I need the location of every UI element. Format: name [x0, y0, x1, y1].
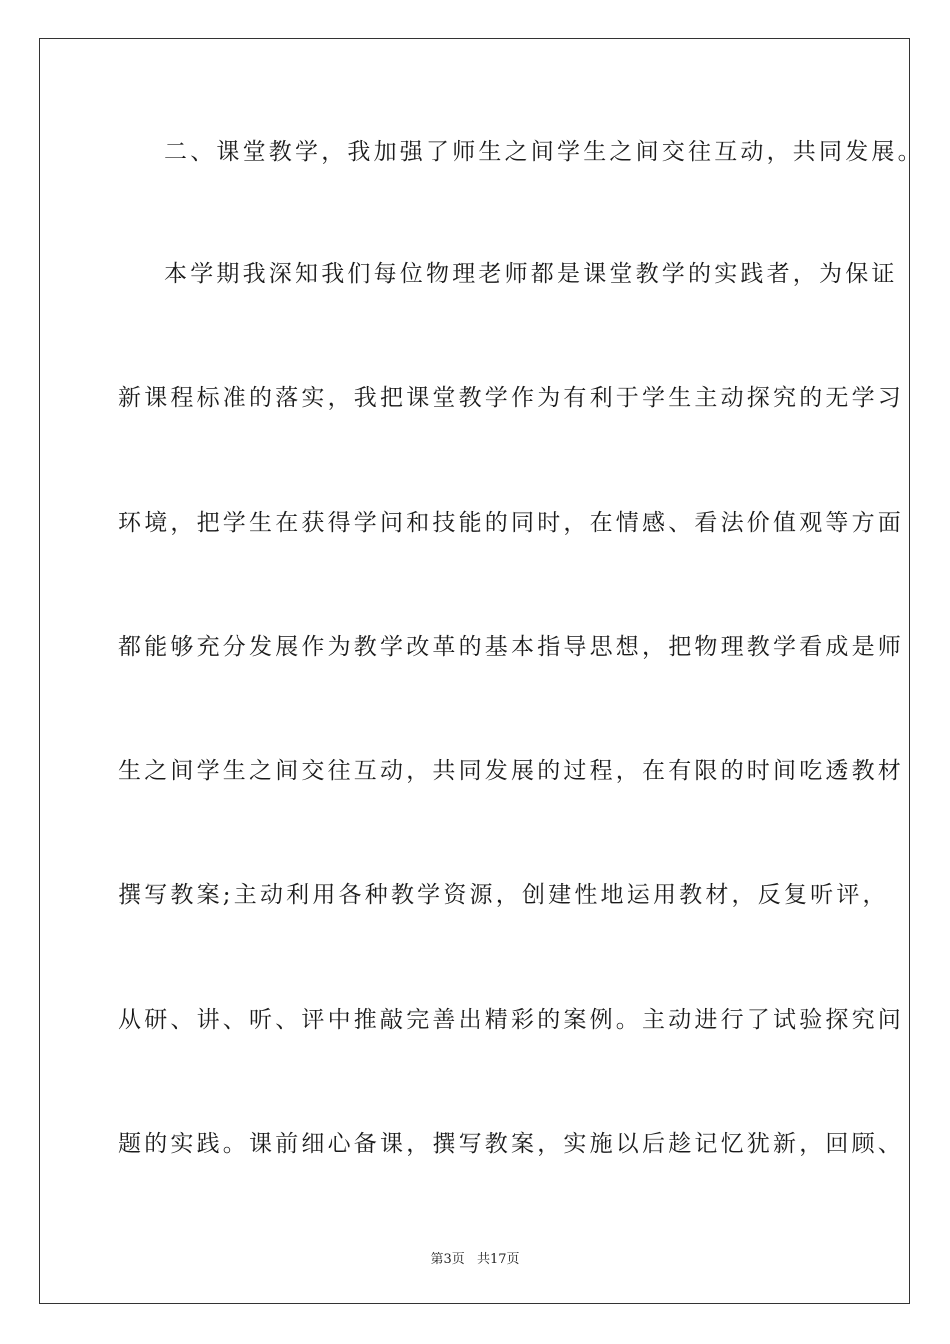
page-footer: [0, 1248, 950, 1267]
paragraph-line: 从研、讲、听、评中推敲完善出精彩的案例。主动进行了试验探究问: [118, 1007, 904, 1033]
paragraph-line: 新课程标准的落实，我把课堂教学作为有利于学生主动探究的无学习: [118, 385, 904, 411]
page-border: [39, 38, 924, 1304]
paragraph-line: 二、课堂教学，我加强了师生之间学生之间交往互动，共同发展。: [164, 139, 924, 165]
page-total: 共17页: [476, 1252, 520, 1267]
paragraph-line: 本学期我深知我们每位物理老师都是课堂教学的实践者，为保证: [164, 261, 898, 287]
paragraph-line: 环境，把学生在获得学问和技能的同时，在情感、看法价值观等方面: [118, 510, 904, 536]
paragraph-line: 撰写教案;主动利用各种教学资源，创建性地运用教材，反复听评，: [118, 882, 889, 908]
paragraph-line: 都能够充分发展作为教学改革的基本指导思想，把物理教学看成是师: [118, 634, 904, 660]
page-number: 第3页: [430, 1252, 465, 1267]
paragraph-line: 题的实践。课前细心备课，撰写教案，实施以后趁记忆犹新，回顾、: [118, 1131, 904, 1157]
paragraph-line: 生之间学生之间交往互动，共同发展的过程，在有限的时间吃透教材: [118, 758, 904, 784]
